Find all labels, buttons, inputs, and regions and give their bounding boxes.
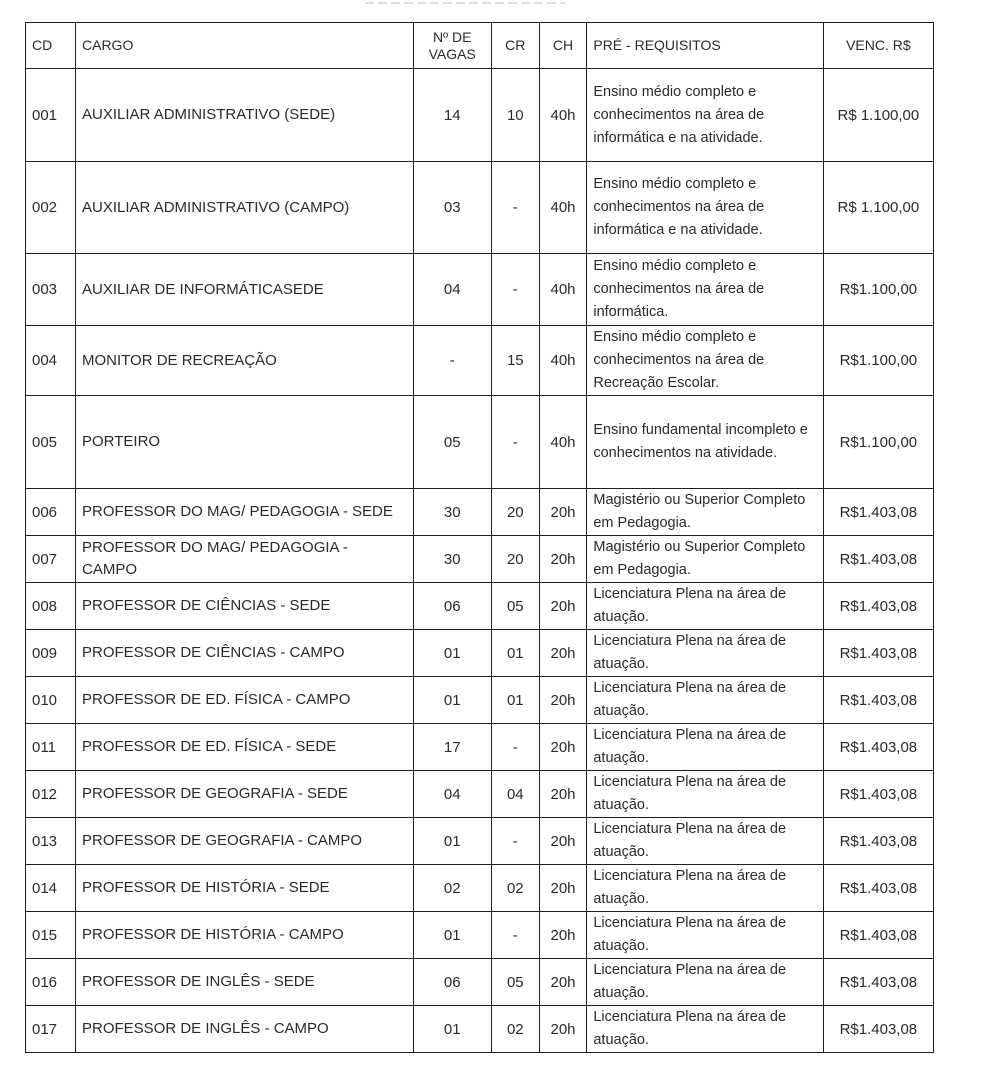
cell-cargo: PROFESSOR DE GEOGRAFIA - CAMPO [76, 818, 414, 865]
cell-vagas: 30 [413, 489, 491, 536]
cell-cargo: MONITOR DE RECREAÇÃO [76, 326, 414, 396]
header-vagas: Nº DE VAGAS [413, 23, 491, 69]
cell-cd: 010 [26, 677, 76, 724]
cell-cr: 01 [491, 677, 539, 724]
cell-ch: 20h [539, 489, 587, 536]
cell-ch: 20h [539, 724, 587, 771]
cell-cr: - [491, 396, 539, 489]
cell-cr: - [491, 912, 539, 959]
cell-cd: 012 [26, 771, 76, 818]
header-ch: CH [539, 23, 587, 69]
cell-requisitos: Licenciatura Plena na área de atuação. [587, 583, 823, 630]
cell-vagas: 01 [413, 912, 491, 959]
cell-ch: 20h [539, 865, 587, 912]
cell-cargo: PROFESSOR DO MAG/ PEDAGOGIA - SEDE [76, 489, 414, 536]
table-row [26, 489, 934, 536]
cell-cargo: PROFESSOR DE HISTÓRIA - SEDE [76, 865, 414, 912]
table-row [26, 771, 934, 818]
cell-cr: - [491, 818, 539, 865]
cell-venc: R$1.403,08 [823, 912, 933, 959]
cell-vagas: 02 [413, 865, 491, 912]
table-row [26, 630, 934, 677]
table-row [26, 1006, 934, 1053]
cell-venc: R$1.100,00 [823, 254, 933, 326]
header-row [26, 23, 934, 69]
header-cd: CD [26, 23, 76, 69]
cell-cargo: PROFESSOR DE HISTÓRIA - CAMPO [76, 912, 414, 959]
cell-cargo: PROFESSOR DO MAG/ PEDAGOGIA - CAMPO [76, 536, 414, 583]
cell-cr: - [491, 162, 539, 254]
cell-requisitos: Ensino médio completo e conhecimentos na área de informática. [587, 254, 823, 326]
table-row [26, 536, 934, 583]
cell-ch: 20h [539, 771, 587, 818]
table-row [26, 865, 934, 912]
cell-vagas: 30 [413, 536, 491, 583]
cell-venc: R$1.403,08 [823, 724, 933, 771]
table-row [26, 162, 934, 254]
cell-requisitos: Ensino médio completo e conhecimentos na área de informática e na atividade. [587, 69, 823, 162]
cell-cd: 009 [26, 630, 76, 677]
cell-vagas: 06 [413, 583, 491, 630]
cell-cr: 20 [491, 536, 539, 583]
cell-ch: 20h [539, 818, 587, 865]
cell-venc: R$ 1.100,00 [823, 69, 933, 162]
vacancies-table [25, 22, 934, 1053]
cell-cr: 15 [491, 326, 539, 396]
cell-cargo: AUXILIAR ADMINISTRATIVO (CAMPO) [76, 162, 414, 254]
table-body [26, 69, 934, 1053]
cell-requisitos: Licenciatura Plena na área de atuação. [587, 959, 823, 1006]
cell-cd: 005 [26, 396, 76, 489]
cell-venc: R$1.403,08 [823, 489, 933, 536]
cell-requisitos: Licenciatura Plena na área de atuação. [587, 1006, 823, 1053]
cell-cr: 05 [491, 959, 539, 1006]
table-row [26, 583, 934, 630]
cell-ch: 40h [539, 326, 587, 396]
cell-cd: 016 [26, 959, 76, 1006]
cell-cr: 10 [491, 69, 539, 162]
cell-cr: 02 [491, 865, 539, 912]
cell-cr: - [491, 724, 539, 771]
table-row [26, 912, 934, 959]
cell-cargo: PROFESSOR DE INGLÊS - CAMPO [76, 1006, 414, 1053]
table-row [26, 396, 934, 489]
cell-ch: 20h [539, 536, 587, 583]
cell-ch: 20h [539, 959, 587, 1006]
cell-cargo: PROFESSOR DE ED. FÍSICA - SEDE [76, 724, 414, 771]
cell-requisitos: Licenciatura Plena na área de atuação. [587, 724, 823, 771]
cell-cd: 017 [26, 1006, 76, 1053]
cell-venc: R$1.403,08 [823, 865, 933, 912]
cell-ch: 40h [539, 69, 587, 162]
header-requisitos: PRÉ - REQUISITOS [587, 23, 823, 69]
cell-cr: 01 [491, 630, 539, 677]
cell-requisitos: Ensino fundamental incompleto e conhecimentos na atividade. [587, 396, 823, 489]
cell-vagas: 01 [413, 677, 491, 724]
cell-vagas: 01 [413, 630, 491, 677]
cell-cargo: AUXILIAR ADMINISTRATIVO (SEDE) [76, 69, 414, 162]
cell-vagas: 01 [413, 1006, 491, 1053]
table-header [26, 23, 934, 69]
header-cr: CR [491, 23, 539, 69]
cell-requisitos: Licenciatura Plena na área de atuação. [587, 630, 823, 677]
cropped-heading-fragment [365, 0, 565, 6]
cell-vagas: 03 [413, 162, 491, 254]
cell-venc: R$1.403,08 [823, 677, 933, 724]
cell-requisitos: Ensino médio completo e conhecimentos na área de informática e na atividade. [587, 162, 823, 254]
cell-ch: 20h [539, 1006, 587, 1053]
cell-requisitos: Licenciatura Plena na área de atuação. [587, 677, 823, 724]
cell-ch: 40h [539, 396, 587, 489]
cell-ch: 20h [539, 677, 587, 724]
cell-vagas: 06 [413, 959, 491, 1006]
cell-requisitos: Magistério ou Superior Completo em Pedagogia. [587, 489, 823, 536]
cell-venc: R$1.403,08 [823, 959, 933, 1006]
cell-vagas: 17 [413, 724, 491, 771]
cell-venc: R$1.403,08 [823, 818, 933, 865]
table-row [26, 69, 934, 162]
cell-cd: 014 [26, 865, 76, 912]
cell-requisitos: Magistério ou Superior Completo em Pedagogia. [587, 536, 823, 583]
cell-vagas: - [413, 326, 491, 396]
header-venc: VENC. R$ [823, 23, 933, 69]
cell-cr: 04 [491, 771, 539, 818]
cell-cargo: PROFESSOR DE GEOGRAFIA - SEDE [76, 771, 414, 818]
cell-cargo: PROFESSOR DE CIÊNCIAS - CAMPO [76, 630, 414, 677]
cell-cr: 20 [491, 489, 539, 536]
cell-requisitos: Licenciatura Plena na área de atuação. [587, 912, 823, 959]
cell-cd: 006 [26, 489, 76, 536]
cell-cd: 003 [26, 254, 76, 326]
cell-cr: 05 [491, 583, 539, 630]
table-row [26, 959, 934, 1006]
cell-vagas: 04 [413, 771, 491, 818]
cell-cd: 001 [26, 69, 76, 162]
cell-cd: 015 [26, 912, 76, 959]
cell-cargo: PROFESSOR DE CIÊNCIAS - SEDE [76, 583, 414, 630]
cell-venc: R$1.403,08 [823, 630, 933, 677]
cell-venc: R$1.100,00 [823, 326, 933, 396]
cell-vagas: 01 [413, 818, 491, 865]
cell-ch: 20h [539, 912, 587, 959]
cell-ch: 20h [539, 630, 587, 677]
cell-venc: R$1.403,08 [823, 536, 933, 583]
cell-cr: 02 [491, 1006, 539, 1053]
cell-cargo: PROFESSOR DE ED. FÍSICA - CAMPO [76, 677, 414, 724]
cell-venc: R$1.403,08 [823, 583, 933, 630]
cell-cd: 007 [26, 536, 76, 583]
cell-cargo: PORTEIRO [76, 396, 414, 489]
cell-ch: 20h [539, 583, 587, 630]
cell-cd: 011 [26, 724, 76, 771]
cell-cd: 008 [26, 583, 76, 630]
cell-requisitos: Ensino médio completo e conhecimentos na área de Recreação Escolar. [587, 326, 823, 396]
cell-vagas: 05 [413, 396, 491, 489]
cell-ch: 40h [539, 254, 587, 326]
table-row [26, 818, 934, 865]
table-row [26, 326, 934, 396]
table-row [26, 677, 934, 724]
cell-cd: 004 [26, 326, 76, 396]
cell-venc: R$ 1.100,00 [823, 162, 933, 254]
cell-cargo: AUXILIAR DE INFORMÁTICASEDE [76, 254, 414, 326]
cell-venc: R$1.403,08 [823, 1006, 933, 1053]
header-cargo: CARGO [76, 23, 414, 69]
cell-cargo: PROFESSOR DE INGLÊS - SEDE [76, 959, 414, 1006]
cell-vagas: 04 [413, 254, 491, 326]
cell-requisitos: Licenciatura Plena na área de atuação. [587, 865, 823, 912]
cell-venc: R$1.403,08 [823, 771, 933, 818]
cell-vagas: 14 [413, 69, 491, 162]
cell-cd: 002 [26, 162, 76, 254]
cell-requisitos: Licenciatura Plena na área de atuação. [587, 818, 823, 865]
cell-requisitos: Licenciatura Plena na área de atuação. [587, 771, 823, 818]
cell-cd: 013 [26, 818, 76, 865]
cell-ch: 40h [539, 162, 587, 254]
cell-venc: R$1.100,00 [823, 396, 933, 489]
table-row [26, 254, 934, 326]
table-row [26, 724, 934, 771]
cell-cr: - [491, 254, 539, 326]
